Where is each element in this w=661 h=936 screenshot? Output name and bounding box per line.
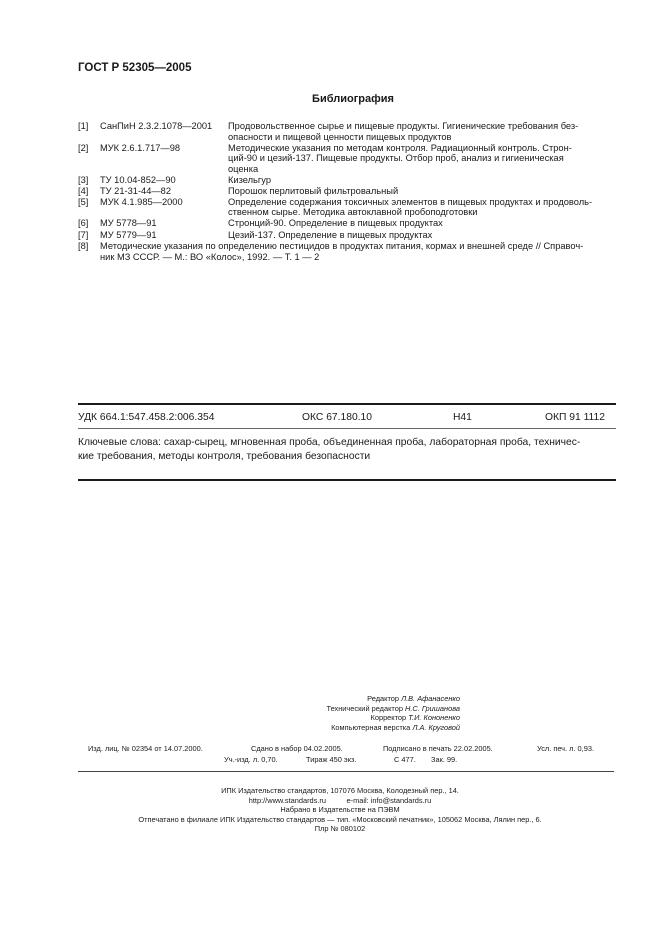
- credit-role: Корректор: [370, 713, 407, 723]
- entry-line: оценка: [228, 164, 259, 175]
- entry-line: Продовольственное сырье и пищевые продукты. Гигиенические требования без-: [228, 121, 579, 131]
- printed-sheets: Усл. печ. л. 0,93.: [537, 744, 594, 753]
- entry-document-code: ТУ 21-31-44—82: [100, 185, 172, 196]
- editor-credit: [150, 694, 460, 704]
- credit-name: Л.В. Афанасенко: [401, 694, 460, 703]
- editor-credit: [150, 723, 460, 733]
- bibliography-title-text: Библиография: [312, 93, 394, 105]
- entry-description: [100, 241, 618, 263]
- credit-role: Редактор: [367, 694, 399, 703]
- entry-line: Кизельгур: [228, 174, 272, 185]
- printing-line: ИПК Издательство стандартов, 107076 Москва, Колодезный пер., 14.: [221, 786, 459, 795]
- entry-number: [4]: [78, 185, 89, 196]
- entry-description: [228, 143, 618, 175]
- entry-number: [2]: [78, 142, 89, 153]
- keywords: [78, 436, 618, 463]
- entry-document-code: МУ 5779—91: [100, 229, 157, 240]
- entry-number: [1]: [78, 121, 89, 131]
- credit-name: Л.А. Круговой: [412, 722, 460, 732]
- entry-line: Стронций-90. Определение в пищевых продуктах: [228, 218, 443, 229]
- credit-name: Т.И. Кононенко: [408, 713, 460, 723]
- typesetting-date: Сдано в набор 04.02.2005.: [251, 744, 343, 753]
- bibliography-list: [78, 121, 618, 262]
- entry-line: ник МЗ СССР. — М.: ВО «Колос», 1992. — Т. 1 — 2: [100, 251, 320, 262]
- entry-description: [228, 121, 618, 143]
- standard-code: ГОСТ Р 52305—2005: [78, 62, 192, 74]
- group-code: Н41: [453, 412, 472, 423]
- keywords-bottom-rule: [78, 479, 616, 481]
- signed-date: Подписано в печать 22.02.2005.: [383, 744, 493, 753]
- entry-document-code: СанПиН 2.3.2.1078—2001: [100, 121, 213, 131]
- bibliography-entry: [78, 241, 618, 263]
- entry-number: [7]: [78, 229, 89, 240]
- keywords-line: Ключевые слова: сахар-сырец, мгновенная проба, объединенная проба, лабораторная проба, техничес-: [78, 437, 581, 448]
- entry-line: ственном сырье. Методика автоклавной пробоподготовки: [228, 207, 478, 218]
- license-info: Изд. лиц. № 02354 от 14.07.2000.: [88, 744, 203, 753]
- entry-document-code: ТУ 10.04-852—90: [100, 174, 176, 185]
- entry-description: [228, 230, 618, 241]
- editor-credit: [150, 713, 460, 723]
- bibliography-title: [0, 93, 661, 105]
- credit-role: Компьютерная верстка: [331, 722, 411, 732]
- entry-number: [5]: [78, 196, 89, 207]
- entry-document-code: МУ 5778—91: [100, 218, 157, 229]
- entry-line: Методические указания по определению пестицидов в продуктах питания, кормах и внешней среде // Справоч-: [100, 240, 584, 251]
- order-number: Зак. 99.: [431, 755, 458, 764]
- entry-line: Методические указания по методам контроля. Радиационный контроль. Строн-: [228, 142, 572, 153]
- credit-name: Н.С. Гришанова: [405, 703, 460, 713]
- bibliography-entry: [78, 143, 618, 175]
- entry-number: [8]: [78, 240, 89, 251]
- entry-description: [228, 197, 618, 219]
- printing-line: Плр № 080102: [314, 824, 366, 834]
- bibliography-entry: [78, 197, 618, 219]
- publishing-divider: [78, 771, 614, 772]
- reference-code: С 477.: [394, 755, 416, 764]
- bibliography-entry: [78, 186, 618, 197]
- entry-line: Цезий-137. Определение в пищевых продуктах: [228, 229, 433, 240]
- okp-code: ОКП 91 1112: [545, 412, 605, 423]
- classification-bottom-rule: [78, 428, 616, 429]
- entry-number: [6]: [78, 218, 89, 229]
- entry-line: ций-90 и цезий-137. Пищевые продукты. Отбор проб, анализ и гигиеническая: [228, 153, 564, 164]
- print-run: Тираж 450 экз.: [306, 755, 357, 764]
- printing-info: [60, 786, 620, 834]
- bibliography-entry: [78, 175, 618, 186]
- entry-description: [228, 175, 618, 186]
- editorial-credits: [150, 694, 460, 732]
- udc-code: УДК 664.1:547.458.2:006.354: [78, 412, 215, 423]
- entry-document-code: МУК 2.6.1.717—98: [100, 142, 181, 153]
- entry-document-code: МУК 4.1.985—2000: [100, 196, 183, 207]
- printing-line: http://www.standards.ru e-mail: info@standards.ru: [248, 795, 432, 805]
- entry-description: [228, 186, 618, 197]
- bibliography-entry: [78, 218, 618, 229]
- printing-line: Набрано в Издательстве на ПЭВМ: [280, 805, 400, 815]
- oks-code: ОКС 67.180.10: [302, 412, 372, 423]
- entry-line: опасности и пищевой ценности пищевых продуктов: [228, 131, 452, 142]
- entry-number: [3]: [78, 174, 89, 185]
- bibliography-entry: [78, 121, 618, 143]
- classification-top-rule: [78, 403, 616, 405]
- bibliography-entry: [78, 230, 618, 241]
- printing-line: Отпечатано в филиале ИПК Издательство стандартов — тип. «Московский печатник», 105062 Москва, Лялин пер., 6.: [138, 814, 542, 824]
- editor-credit: [150, 704, 460, 714]
- entry-line: Порошок перлитовый фильтровальный: [228, 185, 399, 196]
- entry-description: [228, 218, 618, 229]
- keywords-line: кие требования, методы контроля, требования безопасности: [78, 450, 371, 462]
- publishing-sheets: Уч.-изд. л. 0,70.: [224, 755, 278, 764]
- entry-line: Определение содержания токсичных элементов в пищевых продуктах и продоволь-: [228, 196, 593, 207]
- credit-role: Технический редактор: [326, 703, 403, 713]
